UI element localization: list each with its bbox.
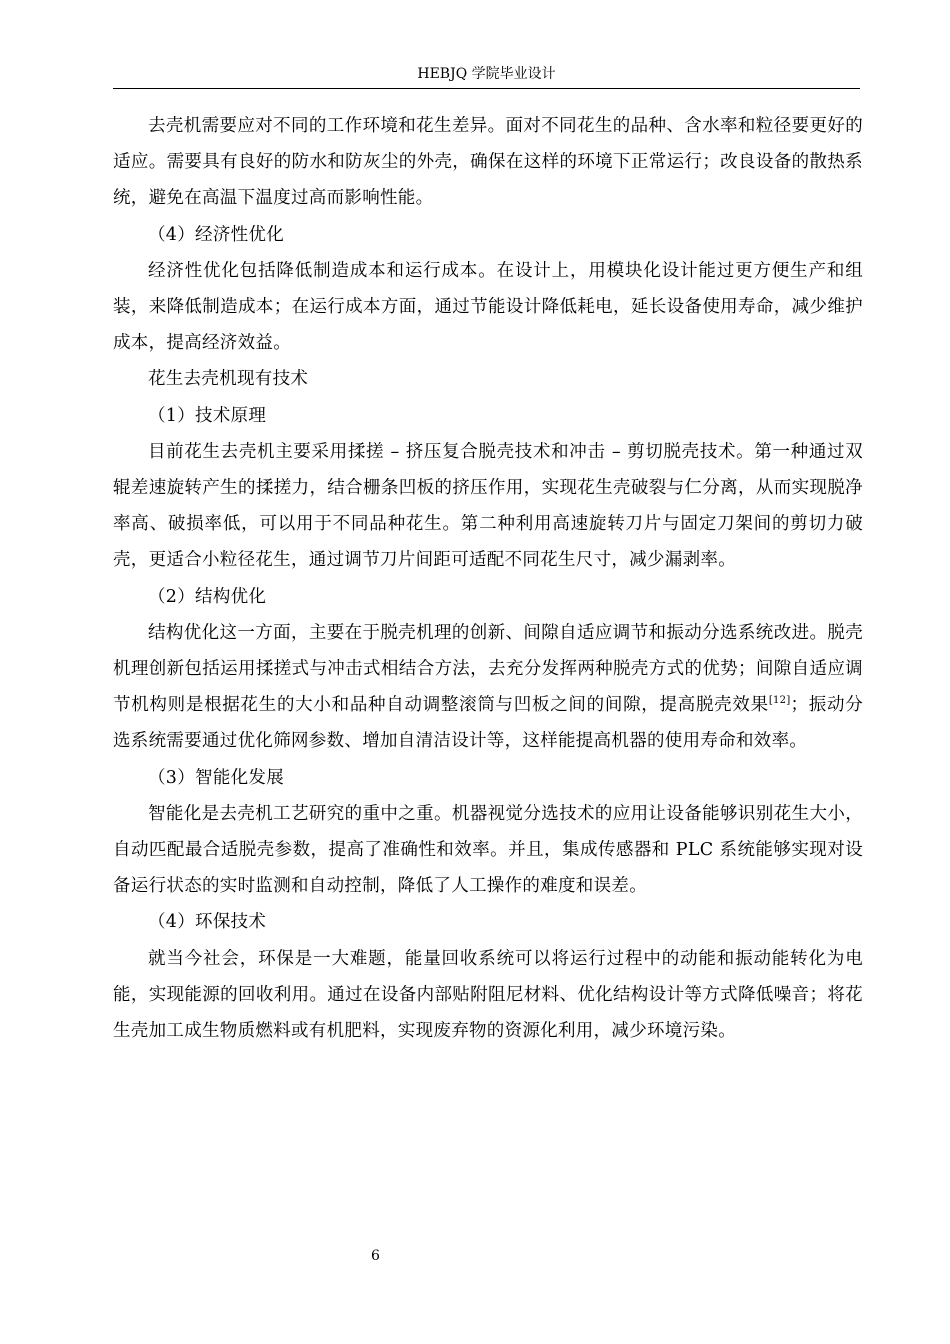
heading-technical-principle: （1）技术原理 [148, 405, 267, 426]
heading-economic-optimization: （4）经济性优化 [148, 224, 285, 245]
page-number: 6 [371, 1248, 380, 1264]
structure-text-before: 结构优化这一方面，主要在于脱壳机理的创新、间隙自适应调节和振动分选系统改进。脱壳机理创新包括运用揉搓式与冲击式相结合方法，去充分发挥两种脱壳方式的优势；间隙自适应调节机构则是根据花生的大小和品种自动调整滚筒与凹板之间的间隙，提高脱壳效果 [113, 622, 863, 716]
citation-reference: [12] [768, 695, 791, 707]
paragraph-technical-principle: 目前花生去壳机主要采用揉搓 – 挤压复合脱壳技术和冲击 – 剪切脱壳技术。第一种通过双辊差速旋转产生的揉搓力，结合栅条凹板的挤压作用，实现花生壳破裂与仁分离，从而实现脱净率高、破损率低，可以用于不同品种花生。第二种利用高速旋转刀片与固定刀架间的剪切力破壳，更适合小粒径花生，通过调节刀片间距可适配不同花生尺寸，减少漏剥率。 [113, 441, 863, 571]
heading-existing-technology: 花生去壳机现有技术 [148, 369, 309, 390]
running-header: HEBJQ 学院毕业设计 [417, 66, 556, 82]
paragraph-structure-optimization [113, 615, 863, 760]
paragraph-intelligent-development: 智能化是去壳机工艺研究的重中之重。机器视觉分选技术的应用让设备能够识别花生大小，自动匹配最合适脱壳参数，提高了准确性和效率。并且，集成传感器和 PLC 系统能够实现对设备运行状态的实时监测和自动控制，降低了人工操作的难度和误差。 [113, 803, 863, 897]
heading-structure-optimization: （2）结构优化 [148, 586, 267, 607]
paragraph-environment-adaptability: 去壳机需要应对不同的工作环境和花生差异。面对不同花生的品种、含水率和粒径要更好的适应。需要具有良好的防水和防灰尘的外壳，确保在这样的环境下正常运行；改良设备的散热系统，避免在高温下温度过高而影响性能。 [113, 116, 863, 209]
heading-environmental-technology: （4）环保技术 [148, 912, 267, 933]
heading-intelligent-development: （3）智能化发展 [148, 767, 285, 788]
body-text [113, 108, 863, 1049]
paragraph-environmental-technology: 就当今社会，环保是一大难题，能量回收系统可以将运行过程中的动能和振动能转化为电能，实现能源的回收利用。通过在设备内部贴附阻尼材料、优化结构设计等方式降低噪音；将花生壳加工成生物质燃料或有机肥料，实现废弃物的资源化利用，减少环境污染。 [113, 948, 863, 1042]
header-rule [113, 88, 860, 89]
paragraph-economic-optimization: 经济性优化包括降低制造成本和运行成本。在设计上，用模块化设计能过更方便生产和组装，来降低制造成本；在运行成本方面，通过节能设计降低耗电，延长设备使用寿命，减少维护成本，提高经济效益。 [113, 260, 863, 354]
structure-text-after: ；振动分选系统需要通过优化筛网参数、增加自清洁设计等，这样能提高机器的使用寿命和效率。 [113, 695, 863, 752]
